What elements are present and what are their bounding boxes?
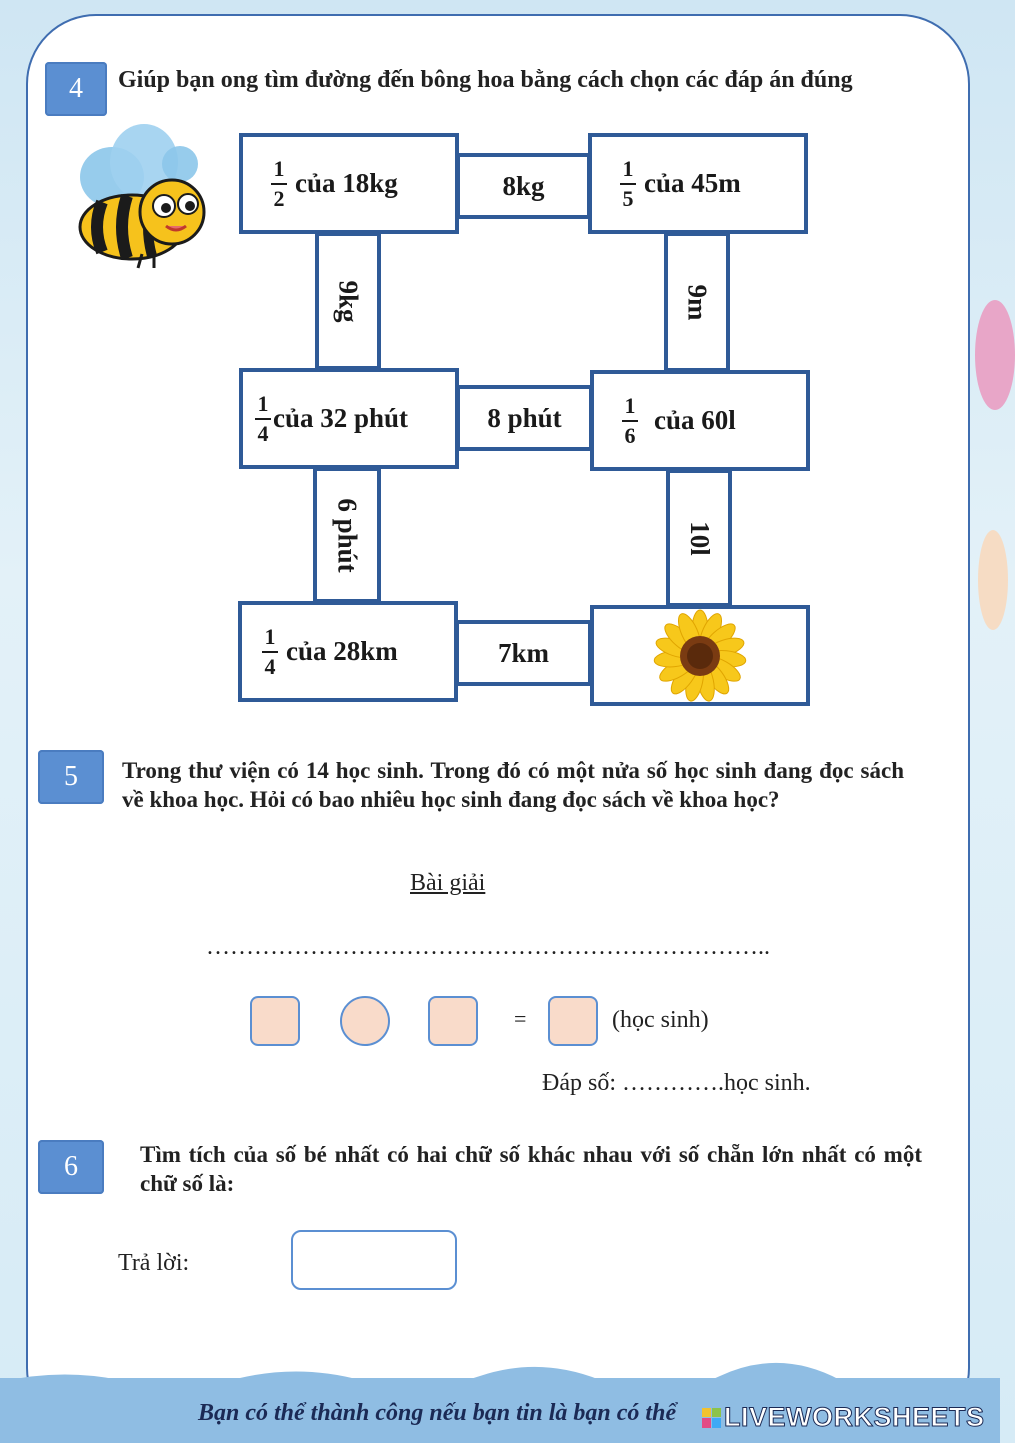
number-input-box[interactable] [250, 996, 300, 1046]
equals-sign: = [514, 1006, 527, 1031]
path-cell-1 [239, 133, 459, 234]
cell-label: của 32 phút [273, 403, 409, 433]
answer-label: Đáp số: ………….học sinh. [542, 1070, 811, 1096]
question-6-text: Tìm tích của số bé nhất có hai chữ số khác nhau với số chẵn lớn nhất có một chữ số là: [140, 1142, 922, 1196]
path-cell-4 [590, 370, 810, 471]
sunflower-icon [654, 610, 746, 702]
liveworksheets-logo: LIVEWORKSHEETS [702, 1402, 985, 1433]
footer-bar [0, 1378, 1000, 1443]
solution-dots: …………………………………………………………….. [206, 934, 770, 960]
cell-label: của 28km [286, 636, 398, 666]
path-cell-3 [239, 368, 459, 469]
question-5-text: Trong thư viện có 14 học sinh. Trong đó có một nửa số học sinh đang đọc sách về khoa học. Hỏi có bao nhiêu học sinh đang đọc sách về khoa học? [122, 758, 904, 812]
question-5-badge: 5 [38, 750, 104, 804]
connector-answer[interactable]: 10l [666, 469, 732, 607]
connector-answer[interactable]: 6 phút [313, 467, 381, 603]
question-6-badge: 6 [38, 1140, 104, 1194]
number-input-box[interactable] [428, 996, 478, 1046]
result-input-box[interactable] [548, 996, 598, 1046]
footer-slogan: Bạn có thể thành công nếu bạn tin là bạn có thể [198, 1400, 677, 1426]
flower-cell [590, 605, 810, 706]
connector-answer[interactable]: 9kg [315, 232, 381, 370]
cell-label: của 45m [644, 168, 741, 198]
unit-label: (học sinh) [612, 1007, 709, 1033]
bee-icon [72, 122, 208, 272]
question-4-text: Giúp bạn ong tìm đường đến bông hoa bằng cách chọn các đáp án đúng [118, 67, 853, 93]
path-cell-5 [238, 601, 458, 702]
decor-blob [978, 530, 1008, 630]
fraction: $\frac{1}{5}$ [620, 157, 636, 211]
answer-label: Trả lời: [118, 1250, 190, 1276]
operator-input-circle[interactable] [340, 996, 390, 1046]
fraction: $\frac{1}{6}$ [622, 394, 638, 448]
connector-answer[interactable]: 8 phút [456, 385, 593, 451]
connector-answer[interactable]: 8kg [456, 153, 591, 219]
fraction: $\frac{1}{4}$ [255, 392, 271, 446]
question-4-badge: 4 [45, 62, 107, 116]
path-cell-2 [588, 133, 808, 234]
connector-answer[interactable]: 7km [455, 620, 592, 686]
answer-input[interactable] [291, 1230, 457, 1290]
decor-blob [975, 300, 1015, 410]
fraction: $\frac{1}{4}$ [262, 625, 278, 679]
fraction: $\frac{1}{2}$ [271, 157, 287, 211]
cell-label: của 18kg [295, 168, 398, 198]
solution-title: Bài giải [410, 870, 486, 896]
connector-answer[interactable]: 9m [664, 232, 730, 372]
logo-icon [702, 1408, 720, 1428]
cell-label: của 60l [654, 405, 736, 435]
